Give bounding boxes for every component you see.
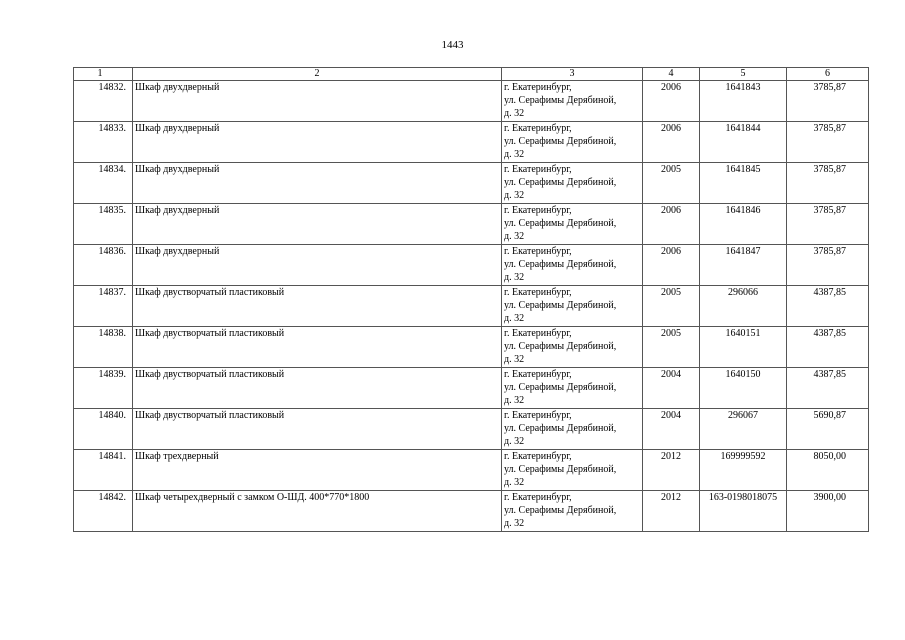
item-name: Шкаф двустворчатый пластиковый	[133, 286, 502, 327]
address-city: г. Екатеринбург,	[504, 123, 572, 134]
item-address	[502, 491, 643, 532]
column-number-6: 6	[787, 68, 869, 81]
item-cost: 3785,87	[787, 163, 869, 204]
property-table	[73, 67, 869, 532]
column-number-row	[74, 68, 869, 81]
item-name: Шкаф двустворчатый пластиковый	[133, 368, 502, 409]
address-city: г. Екатеринбург,	[504, 328, 572, 339]
column-number-1: 1	[74, 68, 133, 81]
inventory-number: 1641846	[700, 204, 787, 245]
item-cost: 3785,87	[787, 81, 869, 122]
item-name: Шкаф двустворчатый пластиковый	[133, 409, 502, 450]
item-year: 2005	[643, 163, 700, 204]
item-cost: 3785,87	[787, 204, 869, 245]
inventory-number: 163-0198018075	[700, 491, 787, 532]
table-row	[74, 245, 869, 286]
item-address	[502, 245, 643, 286]
table-row	[74, 368, 869, 409]
row-number: 14837.	[74, 286, 133, 327]
address-street: ул. Серафимы Дерябиной,	[504, 382, 617, 393]
item-address	[502, 204, 643, 245]
table-row	[74, 450, 869, 491]
table-row	[74, 327, 869, 368]
address-street: ул. Серафимы Дерябиной,	[504, 259, 617, 270]
row-number: 14840.	[74, 409, 133, 450]
table-row	[74, 163, 869, 204]
column-number-3: 3	[502, 68, 643, 81]
item-cost: 4387,85	[787, 327, 869, 368]
address-city: г. Екатеринбург,	[504, 246, 572, 257]
item-address	[502, 122, 643, 163]
table-row	[74, 491, 869, 532]
address-house: д. 32	[504, 354, 525, 365]
row-number: 14832.	[74, 81, 133, 122]
row-number: 14836.	[74, 245, 133, 286]
address-city: г. Екатеринбург,	[504, 164, 572, 175]
row-number: 14838.	[74, 327, 133, 368]
table-row	[74, 204, 869, 245]
table-row	[74, 81, 869, 122]
address-street: ул. Серафимы Дерябиной,	[504, 136, 617, 147]
item-name: Шкаф четырехдверный с замком О-ШД. 400*770*1800	[133, 491, 502, 532]
row-number: 14839.	[74, 368, 133, 409]
address-house: д. 32	[504, 395, 525, 406]
address-street: ул. Серафимы Дерябиной,	[504, 218, 617, 229]
page-number: 1443	[441, 39, 464, 51]
address-city: г. Екатеринбург,	[504, 410, 572, 421]
item-cost: 4387,85	[787, 368, 869, 409]
address-street: ул. Серафимы Дерябиной,	[504, 423, 617, 434]
address-street: ул. Серафимы Дерябиной,	[504, 177, 617, 188]
item-year: 2012	[643, 491, 700, 532]
address-city: г. Екатеринбург,	[504, 82, 572, 93]
item-name: Шкаф двухдверный	[133, 204, 502, 245]
item-year: 2005	[643, 327, 700, 368]
address-house: д. 32	[504, 313, 525, 324]
item-address	[502, 327, 643, 368]
address-street: ул. Серафимы Дерябиной,	[504, 464, 617, 475]
address-house: д. 32	[504, 518, 525, 529]
item-year: 2006	[643, 122, 700, 163]
address-house: д. 32	[504, 149, 525, 160]
item-year: 2006	[643, 245, 700, 286]
inventory-number: 1641843	[700, 81, 787, 122]
item-name: Шкаф двухдверный	[133, 81, 502, 122]
address-city: г. Екатеринбург,	[504, 492, 572, 503]
table-row	[74, 409, 869, 450]
address-street: ул. Серафимы Дерябиной,	[504, 505, 617, 516]
address-house: д. 32	[504, 477, 525, 488]
address-house: д. 32	[504, 190, 525, 201]
column-number-4: 4	[643, 68, 700, 81]
address-house: д. 32	[504, 108, 525, 119]
inventory-number: 1641847	[700, 245, 787, 286]
address-city: г. Екатеринбург,	[504, 369, 572, 380]
item-address	[502, 368, 643, 409]
item-cost: 3785,87	[787, 122, 869, 163]
inventory-number: 1640150	[700, 368, 787, 409]
inventory-number: 296067	[700, 409, 787, 450]
inventory-number: 169999592	[700, 450, 787, 491]
address-house: д. 32	[504, 272, 525, 283]
address-street: ул. Серафимы Дерябиной,	[504, 341, 617, 352]
item-year: 2005	[643, 286, 700, 327]
address-city: г. Екатеринбург,	[504, 287, 572, 298]
row-number: 14834.	[74, 163, 133, 204]
row-number: 14842.	[74, 491, 133, 532]
item-name: Шкаф двухдверный	[133, 122, 502, 163]
item-year: 2012	[643, 450, 700, 491]
table-row	[74, 286, 869, 327]
item-name: Шкаф двухдверный	[133, 163, 502, 204]
column-number-5: 5	[700, 68, 787, 81]
item-name: Шкаф двухдверный	[133, 245, 502, 286]
item-year: 2006	[643, 204, 700, 245]
item-year: 2004	[643, 368, 700, 409]
item-cost: 8050,00	[787, 450, 869, 491]
address-city: г. Екатеринбург,	[504, 451, 572, 462]
item-address	[502, 450, 643, 491]
inventory-number: 1641845	[700, 163, 787, 204]
table-body	[74, 81, 869, 532]
inventory-number: 1640151	[700, 327, 787, 368]
item-address	[502, 81, 643, 122]
table-row	[74, 122, 869, 163]
item-address	[502, 163, 643, 204]
address-house: д. 32	[504, 231, 525, 242]
item-cost: 4387,85	[787, 286, 869, 327]
item-cost: 3785,87	[787, 245, 869, 286]
item-name: Шкаф трехдверный	[133, 450, 502, 491]
item-year: 2006	[643, 81, 700, 122]
item-year: 2004	[643, 409, 700, 450]
address-street: ул. Серафимы Дерябиной,	[504, 300, 617, 311]
address-street: ул. Серафимы Дерябиной,	[504, 95, 617, 106]
row-number: 14841.	[74, 450, 133, 491]
item-cost: 3900,00	[787, 491, 869, 532]
item-cost: 5690,87	[787, 409, 869, 450]
inventory-number: 1641844	[700, 122, 787, 163]
row-number: 14833.	[74, 122, 133, 163]
column-number-2: 2	[133, 68, 502, 81]
address-city: г. Екатеринбург,	[504, 205, 572, 216]
row-number: 14835.	[74, 204, 133, 245]
item-name: Шкаф двустворчатый пластиковый	[133, 327, 502, 368]
item-address	[502, 286, 643, 327]
address-house: д. 32	[504, 436, 525, 447]
item-address	[502, 409, 643, 450]
inventory-number: 296066	[700, 286, 787, 327]
